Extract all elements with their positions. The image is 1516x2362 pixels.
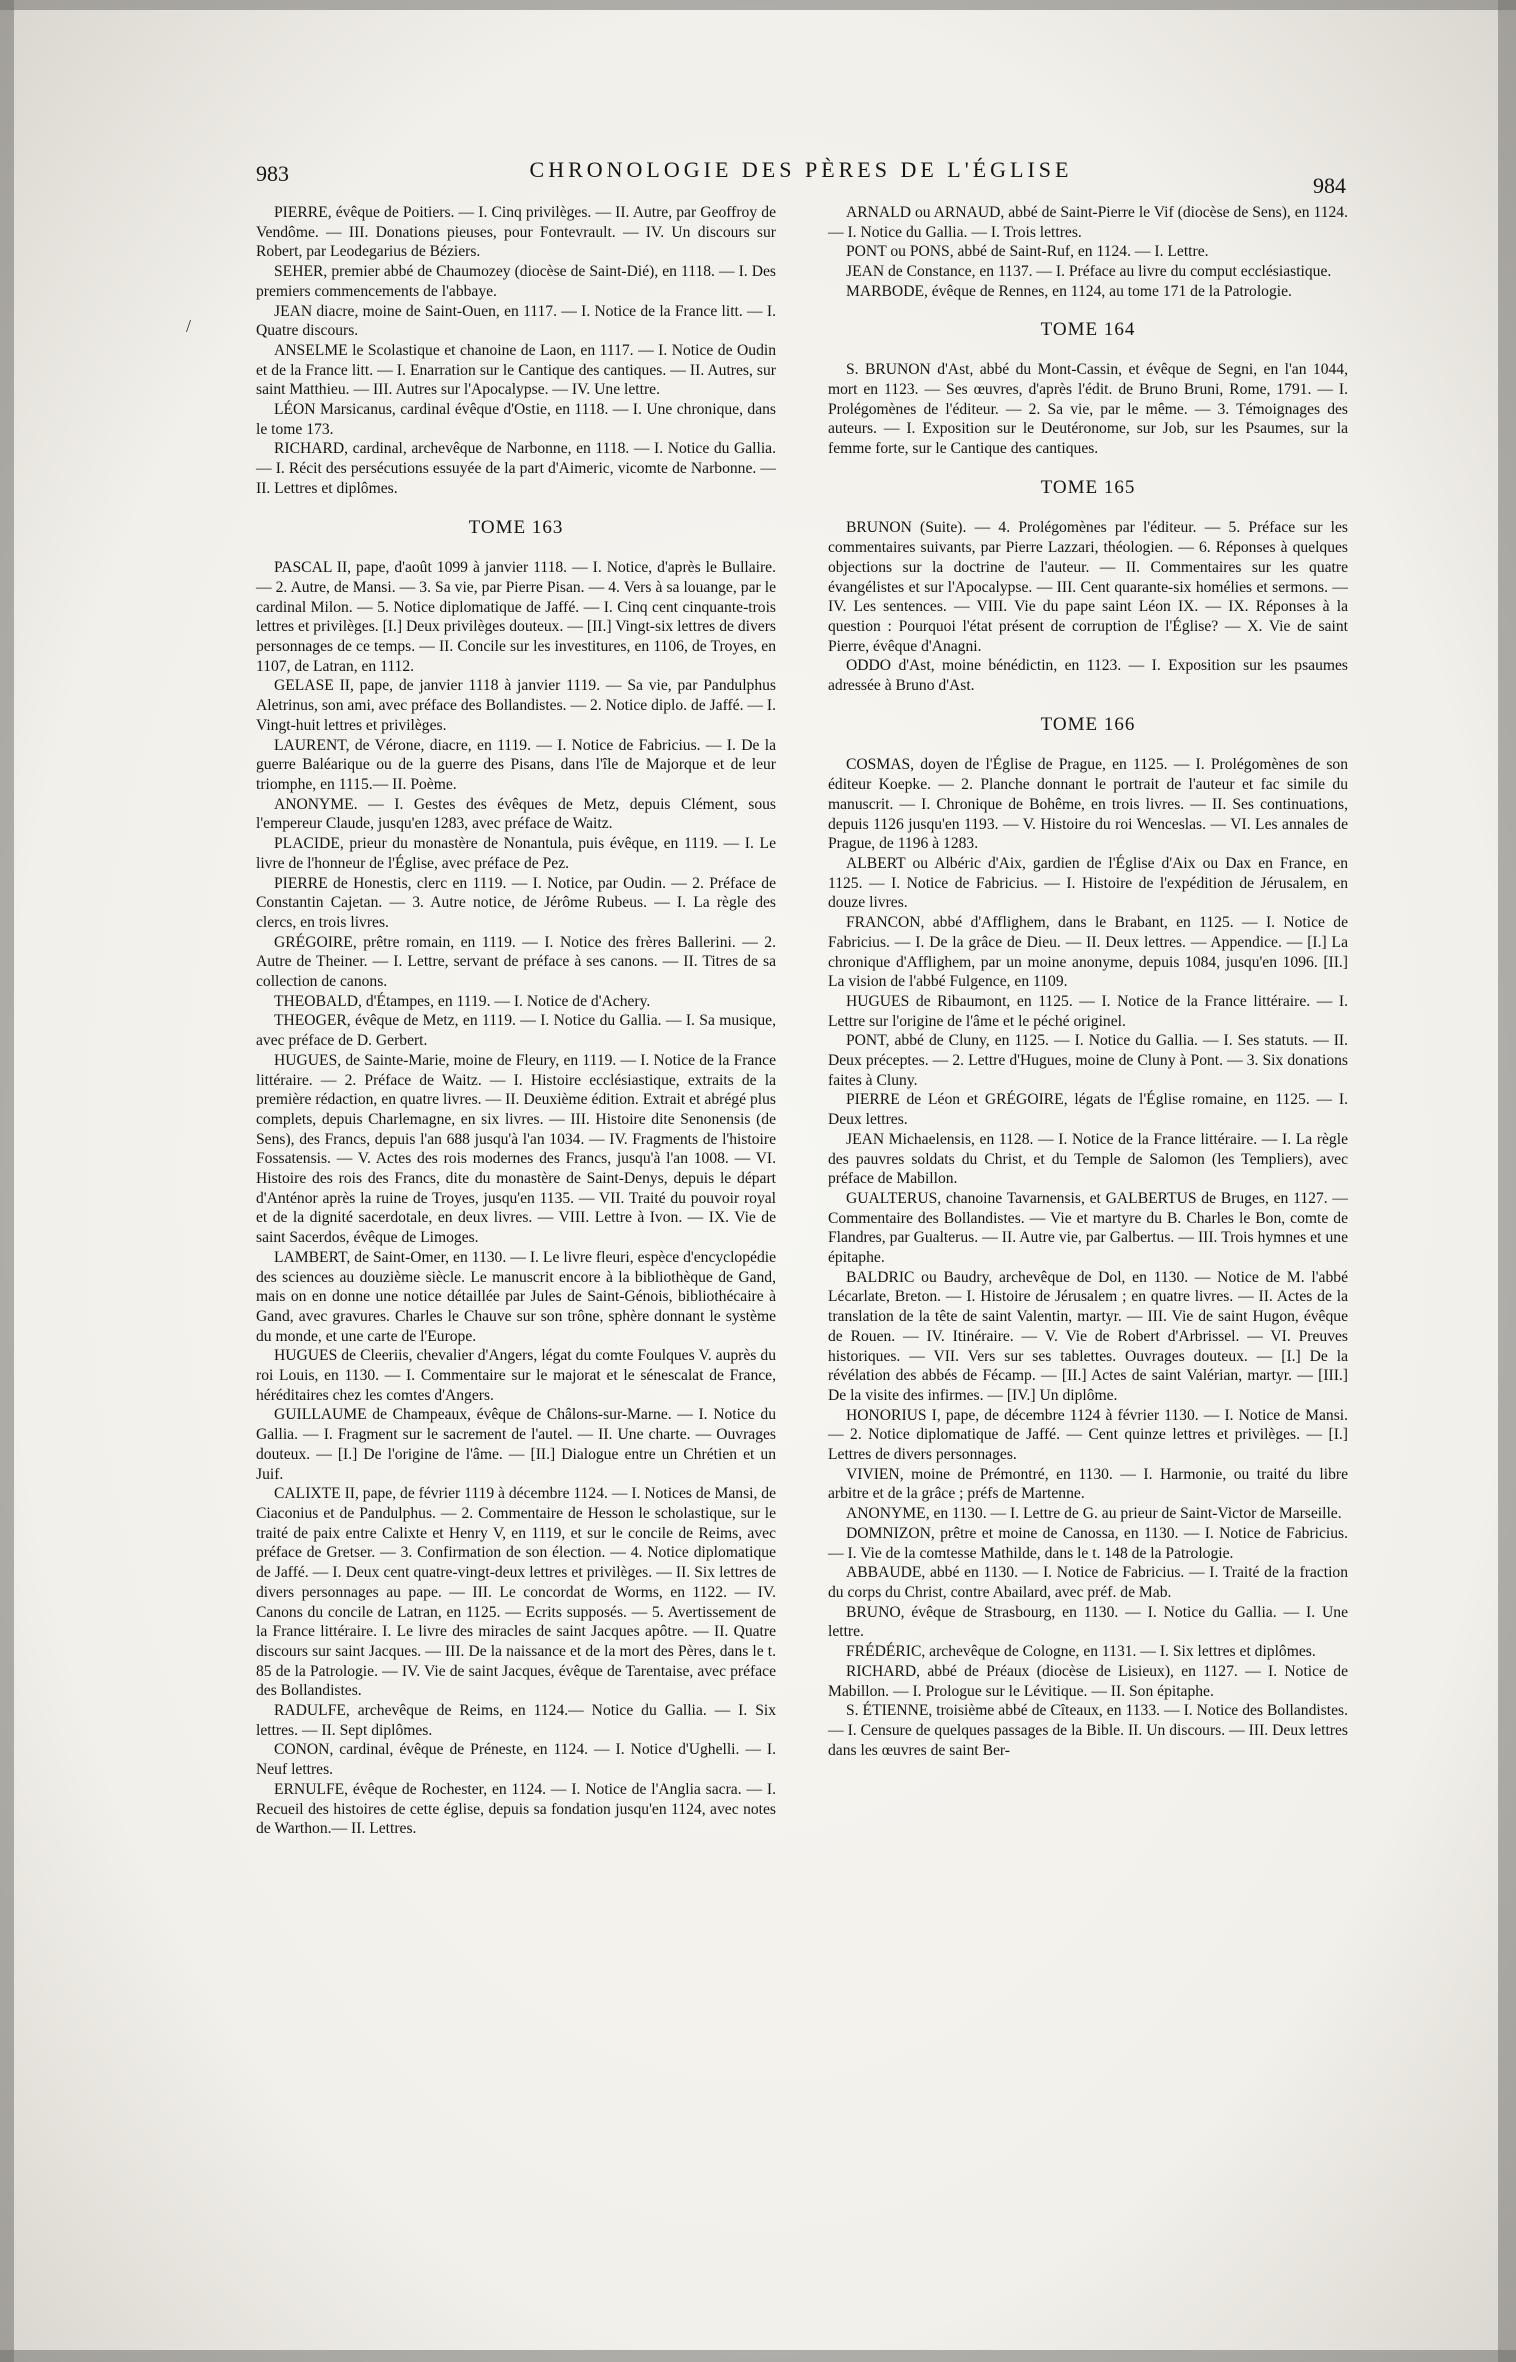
index-entry: CONON, cardinal, évêque de Préneste, en 1124. — I. Notice d'Ughelli. — I. Neuf lettres. <box>256 1741 776 1779</box>
index-entry: LAMBERT, de Saint-Omer, en 1130. — I. Le livre fleuri, espèce d'encyclopédie des sciences au douzième siècle. Le manuscrit encore à la bibliothèque de Gand, mais on en donne une notice détaillée par Jules de Saint-Génois, bibliothécaire à Gand, avec gravures. Charles le Chauve sur son trône, sphère donnant le système du monde, et une carte de l'Europe. <box>256 1248 776 1345</box>
running-header <box>256 156 1346 198</box>
index-entry: LAURENT, de Vérone, diacre, en 1119. — I. Notice de Fabricius. — I. De la guerre Baléarique ou de la guerre des Pisans, dans l'île de Majorque et de leur triomphe, en 1115.— II. Poème. <box>256 736 776 793</box>
index-entry: HUGUES de Cleeriis, chevalier d'Angers, légat du comte Foulques V. auprès du roi Louis, en 1130. — I. Commentaire sur le majorat et le sénescalat de France, héréditaires chez les comtes d'Angers. <box>256 1347 776 1404</box>
index-entry: GUILLAUME de Champeaux, évêque de Châlons-sur-Marne. — I. Notice du Gallia. — I. Fragment sur le sacrement de l'autel. — II. Une charte. — Ouvrages douteux. — [I.] De l'origine de l'âme. — [II.] Dialogue entre un Chrétien et un Juif. <box>256 1406 776 1483</box>
index-entry: PIERRE de Honestis, clerc en 1119. — I. Notice, par Oudin. — 2. Préface de Constantin Cajetan. — 3. Autre notice, de Jérôme Rubeus. — I. La règle des clercs, en trois livres. <box>256 874 776 931</box>
index-entry: VIVIEN, moine de Prémontré, en 1130. — I. Harmonie, ou traité du libre arbitre et de la grâce ; préfs de Martenne. <box>828 1465 1348 1503</box>
page-number-right: 984 <box>1313 173 1346 198</box>
index-entry: PIERRE, évêque de Poitiers. — I. Cinq privilèges. — II. Autre, par Geoffroy de Vendôme. — III. Donations pieuses, pour Fontevrault. — IV. Un discours sur Robert, par Leodegarius de Béziers. <box>256 204 776 261</box>
index-entry: HUGUES de Ribaumont, en 1125. — I. Notice de la France littéraire. — I. Lettre sur l'origine de l'âme et le péché originel. <box>828 992 1348 1030</box>
scan-edge-bottom <box>0 2350 1516 2362</box>
index-entry: BRUNO, évêque de Strasbourg, en 1130. — I. Notice du Gallia. — I. Une lettre. <box>828 1603 1348 1641</box>
index-entry: RADULFE, archevêque de Reims, en 1124.— Notice du Gallia. — I. Six lettres. — II. Sept diplômes. <box>256 1702 776 1739</box>
margin-mark: / <box>186 316 192 336</box>
index-entry: GUALTERUS, chanoine Tavarnensis, et GALBERTUS de Bruges, en 1127. — Commentaire des Bollandistes. — Vie et martyre du B. Charles le Bon, comte de Flandres, par Gualterus. — II. Autre vie, par Galbertus. — III. Trois hymnes et une épitaphe. <box>828 1189 1348 1267</box>
index-entry: RICHARD, abbé de Préaux (diocèse de Lisieux), en 1127. — I. Notice de Mabillon. — I. Prologue sur le Lévitique. — II. Son épitaphe. <box>828 1662 1348 1700</box>
index-entry: GRÉGOIRE, prêtre romain, en 1119. — I. Notice des frères Ballerini. — 2. Autre de Theiner. — I. Lettre, servant de préface à ses canons. — II. Titres de sa collection de canons. <box>256 933 776 991</box>
index-entry: ANONYME. — I. Gestes des évêques de Metz, depuis Clément, sous l'empereur Claude, jusqu'en 1283, avec préface de Waitz. <box>256 795 776 833</box>
index-entry: ARNALD ou ARNAUD, abbé de Saint-Pierre le Vif (diocèse de Sens), en 1124. — I. Notice du Gallia. — I. Trois lettres. <box>828 204 1348 241</box>
index-entry: HONORIUS I, pape, de décembre 1124 à février 1130. — I. Notice de Mansi. — 2. Notice diplomatique de Jaffé. — Cent quinze lettres et privilèges. — [I.] Lettres de divers personnages. <box>828 1406 1348 1464</box>
left-column <box>256 203 776 1839</box>
running-title: CHRONOLOGIE DES PÈRES DE L'ÉGLISE <box>529 157 1073 182</box>
right-entries-c <box>828 518 1348 695</box>
index-entry: ERNULFE, évêque de Rochester, en 1124. — I. Notice de l'Anglia sacra. — I. Recueil des histoires de cette église, depuis sa fondation jusqu'en 1124, avec notes de Warthon.— II. Lettres. <box>256 1780 776 1838</box>
page-number-left: 983 <box>256 161 289 186</box>
index-entry: BALDRIC ou Baudry, archevêque de Dol, en 1130. — Notice de M. l'abbé Lécarlate, Breton. — I. Histoire de Jérusalem ; en quatre livres. — II. Actes de la translation de la tête de saint Valentin, martyr. — III. Vie de saint Hugon, évêque de Rouen. — IV. Itinéraire. — V. Vie de Robert d'Arbrissel. — VI. Preuves historiques. — VII. Vers sur ses tablettes. Ouvrages douteux. — [I.] De la révélation des abbés de Fécamp. — [II.] Actes de saint Valérian, martyr. — [III.] De la visite des infirmes. — [IV.] Un diplôme. <box>828 1268 1348 1404</box>
left-entries-b <box>256 558 776 1839</box>
index-entry: THEOGER, évêque de Metz, en 1119. — I. Notice du Gallia. — I. Sa musique, avec préface de D. Gerbert. <box>256 1012 776 1050</box>
index-entry: S. ÉTIENNE, troisième abbé de Cîteaux, en 1133. — I. Notice des Bollandistes. — I. Censure de quelques passages de la Bible. II. Un discours. — III. Deux lettres dans les œuvres de saint Ber- <box>828 1702 1348 1759</box>
index-entry: ABBAUDE, abbé en 1130. — I. Notice de Fabricius. — I. Traité de la fraction du corps du Christ, contre Abailard, avec préf. de Mab. <box>828 1564 1348 1601</box>
index-entry: ODDO d'Ast, moine bénédictin, en 1123. — I. Exposition sur les psaumes adressée à Bruno d'Ast. <box>828 657 1348 695</box>
tome-heading-166: TOME 166 <box>1040 713 1136 735</box>
index-entry: S. BRUNON d'Ast, abbé du Mont-Cassin, et évêque de Segni, en l'an 1044, mort en 1123. — Ses œuvres, d'après l'édit. de Bruno Bruni, Rome, 1791. — I. Prolégomènes de l'éditeur. — 2. Sa vie, par le même. — 3. Témoignages des auteurs. — I. Exposition sur le Deutéronome, sur Job, sur les Psaumes, sur la femme forte, sur le Cantique des cantiques. <box>828 361 1348 458</box>
index-entry: PONT, abbé de Cluny, en 1125. — I. Notice du Gallia. — I. Ses statuts. — II. Deux préceptes. — 2. Lettre d'Hugues, moine de Cluny à Pont. — 3. Six donations faites à Cluny. <box>828 1032 1348 1089</box>
index-entry: PLACIDE, prieur du monastère de Nonantula, puis évêque, en 1119. — I. Le livre de l'honneur de l'Église, avec préface de Pez. <box>256 835 776 872</box>
index-entry: ANSELME le Scolastique et chanoine de Laon, en 1117. — I. Notice de Oudin et de la France litt. — I. Enarration sur le Cantique des cantiques. — II. Autres, sur saint Matthieu. — III. Autres sur l'Apocalypse. — IV. Une lettre. <box>256 341 776 399</box>
left-entries-a <box>256 203 776 499</box>
index-entry: JEAN Michaelensis, en 1128. — I. Notice de la France littéraire. — I. La règle des pauvres soldats du Christ, et du Temple de Salomon (les Templiers), avec préface de Mabillon. <box>828 1130 1348 1188</box>
index-entry: FRANCON, abbé d'Afflighem, dans le Brabant, en 1125. — I. Notice de Fabricius. — I. De la grâce de Dieu. — II. Deux lettres. — Appendice. — [I.] La chronique d'Afflighem, par un moine anonyme, depuis 1084, jusqu'en 1096. [II.] La vision de l'abbé Fulgence, en 1109. <box>828 914 1348 991</box>
index-entry: SEHER, premier abbé de Chaumozey (diocèse de Saint-Dié), en 1118. — I. Des premiers commencements de l'abbaye. <box>256 263 776 300</box>
index-entry: HUGUES, de Sainte-Marie, moine de Fleury, en 1119. — I. Notice de la France littéraire. — 2. Préface de Waitz. — I. Histoire ecclésiastique, extraits de la première rédaction, en quatre livres. — II. Deuxième édition. Extrait et abrégé plus complets, depuis Charlemagne, en six livres. — III. Histoire dite Senonensis (de Sens), des Francs, depuis l'an 688 jusqu'à l'an 1034. — IV. Fragments de l'histoire Fossatensis. — V. Actes des rois modernes des Francs, jusqu'à l'an 1008. — VI. Histoire des rois des Francs, dite du monastère de Saint-Denys, depuis le départ d'Anténor après la ruine de Troyes, jusqu'en 1135. — VII. Traité du pouvoir royal et de la dignité sacerdotale, en deux livres. — VIII. Lettre à Ivon. — IX. Vie de saint Sacerdos, évêque de Limoges. <box>256 1051 776 1247</box>
index-entry: MARBODE, évêque de Rennes, en 1124, au tome 171 de la Patrologie. <box>846 282 1292 300</box>
scan-edge-top <box>0 0 1516 10</box>
index-entry: PIERRE de Léon et GRÉGOIRE, légats de l'Église romaine, en 1125. — I. Deux lettres. <box>828 1091 1348 1129</box>
index-entry: JEAN diacre, moine de Saint-Ouen, en 1117. — I. Notice de la France litt. — I. Quatre discours. <box>256 302 776 340</box>
tome-heading-164: TOME 164 <box>1040 318 1136 340</box>
tome-heading-165: TOME 165 <box>1040 476 1136 498</box>
right-entries-a <box>828 203 1348 302</box>
index-entry: LÉON Marsicanus, cardinal évêque d'Ostie, en 1118. — I. Une chronique, dans le tome 173. <box>256 401 776 438</box>
index-entry: PASCAL II, pape, d'août 1099 à janvier 1118. — I. Notice, d'après le Bullaire. — 2. Autre, de Mansi. — 3. Sa vie, par Pierre Pisan. — 4. Vers à sa louange, par le cardinal Milon. — 5. Notice diplomatique de Jaffé. — I. Cinq cent cinquante-trois lettres et privilèges. [I.] Deux privilèges douteux. — [II.] Vingt-six lettres de divers personnages de ce temps. — II. Concile sur les investitures, en 1106, de Troyes, en 1107, de Latran, en 1112. <box>256 559 776 675</box>
tome-heading-163: TOME 163 <box>468 516 564 538</box>
scan-edge-left <box>0 0 14 2362</box>
scan-edge-right <box>1498 0 1516 2362</box>
index-entry: CALIXTE II, pape, de février 1119 à décembre 1124. — I. Notices de Mansi, de Ciaconius et de Pandulphus. — 2. Commentaire de Hesson le scholastique, sur le traité de paix entre Calixte et Henry V, en 1119, et sur le concile de Reims, avec préface de Gretser. — 3. Confirmation de son élection. — 4. Notice diplomatique de Jaffé. — I. Deux cent quatre-vingt-deux lettres et privilèges. — II. Six lettres de divers personnages au pape. — III. Le concordat de Worms, en 1122. — IV. Canons du concile de Latran, en 1125. — Ecrits supposés. — 5. Avertissement de la France littéraire. I. Le livre des miracles de saint Jacques apôtre. — II. Quatre discours sur saint Jacques. — III. De la naissance et de la mort des Pères, dans le t. 85 de la Patrologie. — IV. Vie de saint Jacques, évêque de Tarentaise, avec préface des Bollandistes. <box>256 1485 776 1700</box>
index-entry: DOMNIZON, prêtre et moine de Canossa, en 1130. — I. Notice de Fabricius. — I. Vie de la comtesse Mathilde, dans le t. 148 de la Patrologie. <box>828 1524 1348 1562</box>
index-entry: GELASE II, pape, de janvier 1118 à janvier 1119. — Sa vie, par Pandulphus Aletrinus, son ami, avec préface des Bollandistes. — 2. Notice diplo. de Jaffé. — I. Vingt-huit lettres et privilèges. <box>256 677 776 734</box>
index-entry: PONT ou PONS, abbé de Saint-Ruf, en 1124. — I. Lettre. <box>846 243 1209 261</box>
index-entry: RICHARD, cardinal, archevêque de Narbonne, en 1118. — I. Notice du Gallia. — I. Récit des persécutions essuyée de la part d'Aimeric, vicomte de Narbonne. — II. Lettres et diplômes. <box>256 440 776 497</box>
index-entry: BRUNON (Suite). — 4. Prolégomènes par l'éditeur. — 5. Préface sur les commentaires suivants, par Pierre Lazzari, théologien. — 6. Réponses à quelques objections sur la doctrine de l'auteur. — II. Commentaires sur les quatre évangélistes et sur l'Apocalypse. — III. Cent quarante-six homélies et sermons. — IV. Les sentences. — VIII. Vie du pape saint Léon IX. — IX. Réponses à la question : Pourquoi l'état présent de corruption de l'Église? — X. Vie de saint Pierre, évêque d'Anagni. <box>828 519 1348 655</box>
right-entries-d <box>828 755 1348 1760</box>
right-entries-b <box>828 360 1348 459</box>
index-entry: THEOBALD, d'Étampes, en 1119. — I. Notice de d'Achery. <box>274 992 651 1010</box>
right-column <box>828 203 1348 1760</box>
index-entry: ANONYME, en 1130. — I. Lettre de G. au prieur de Saint-Victor de Marseille. <box>846 1505 1342 1523</box>
index-entry: JEAN de Constance, en 1137. — I. Préface au livre du comput ecclésiastique. <box>846 263 1332 281</box>
index-entry: FRÉDÉRIC, archevêque de Cologne, en 1131. — I. Six lettres et diplômes. <box>846 1643 1316 1661</box>
index-entry: COSMAS, doyen de l'Église de Prague, en 1125. — I. Prolégomènes de son éditeur Koepke. — 2. Planche donnant le portrait de l'auteur et fac simile du manuscrit. — I. Chronique de Bohême, en trois livres. — II. Ses continuations, depuis 1126 jusqu'en 1193. — V. Histoire du roi Wenceslas. — VI. Les annales de Prague, de 1196 à 1283. <box>828 756 1348 853</box>
index-entry: ALBERT ou Albéric d'Aix, gardien de l'Église d'Aix ou Dax en France, en 1125. — I. Notice de Fabricius. — I. Histoire de l'expédition de Jérusalem, en douze livres. <box>828 854 1348 912</box>
